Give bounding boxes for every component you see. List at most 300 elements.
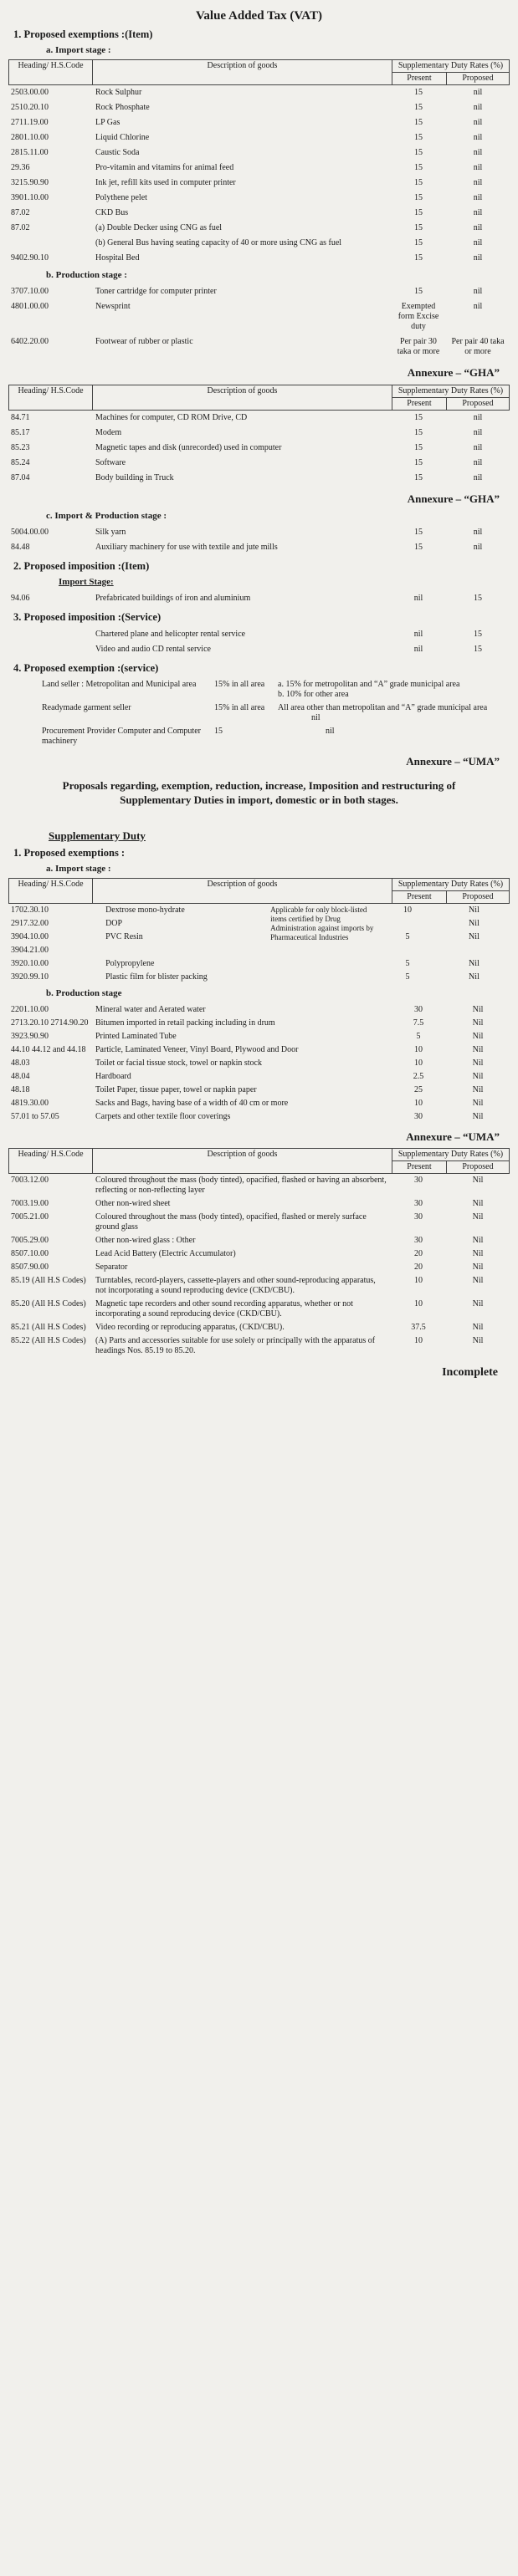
table-row xyxy=(8,957,510,971)
proposed-rate-cell: nil xyxy=(473,148,483,158)
proposed-rate-cell: 15 xyxy=(474,593,482,603)
proposed-rate-cell: Nil xyxy=(472,1199,484,1209)
proposed-rate-cell: nil xyxy=(473,527,483,537)
proposed-rate-cell: Nil xyxy=(472,1249,484,1259)
proposed-rate-cell: 15 xyxy=(474,629,482,639)
hs-code-cell: 3904.10.00 xyxy=(11,932,49,942)
procurement-nil: nil xyxy=(326,726,335,736)
present-rate-cell: 20 xyxy=(414,1262,423,1273)
hs-code-cell: 3901.10.00 xyxy=(11,193,49,203)
proposed-rate-cell: nil xyxy=(473,88,483,98)
gha-table xyxy=(8,411,510,486)
present-rate-cell: 30 xyxy=(414,1176,423,1186)
description-cell: Printed Laminated Tube xyxy=(95,1031,177,1041)
present-rate-cell: 15 xyxy=(414,178,423,188)
service-exemption-table xyxy=(8,678,510,748)
hs-code-cell xyxy=(8,236,93,251)
description-cell: Plastic film for blister packing xyxy=(105,972,208,982)
table-row xyxy=(8,221,510,236)
table-row xyxy=(8,904,510,917)
hs-code-cell: 2711.19.00 xyxy=(11,118,49,128)
table-row xyxy=(8,1003,510,1017)
present-rate-cell: 10 xyxy=(414,1276,423,1286)
proposed-rate-cell: Nil xyxy=(472,1111,484,1121)
hs-code-cell: 87.04 xyxy=(11,472,30,482)
table-row xyxy=(8,1174,510,1197)
production-stage-table xyxy=(8,284,510,360)
present-rate-cell: 30 xyxy=(414,1236,423,1246)
description-cell: (a) Double Decker using CNG as fuel xyxy=(95,223,223,233)
hs-code-cell: 2801.10.00 xyxy=(11,133,49,143)
proposed-rate-cell: Nil xyxy=(469,972,480,982)
incomplete-label: Incomplete xyxy=(442,1366,498,1380)
table-row xyxy=(8,1321,510,1334)
proposed-rate-cell: Nil xyxy=(472,1018,484,1028)
land-seller-proposed xyxy=(275,678,510,701)
present-rate-cell: 30 xyxy=(414,1004,423,1014)
table-row xyxy=(8,1017,510,1030)
hs-code-cell: 87.02 xyxy=(11,208,30,218)
present-rate-cell: 15 xyxy=(414,163,423,173)
table-row xyxy=(8,540,510,555)
proposed-rate-cell: nil xyxy=(473,427,483,437)
hs-code-cell: 57.01 to 57.05 xyxy=(11,1111,59,1121)
note-spacer-cell xyxy=(268,971,377,984)
table-row xyxy=(8,176,510,191)
present-rate-cell: 30 xyxy=(414,1199,423,1209)
hs-code-cell: 8507.10.00 xyxy=(11,1249,49,1259)
hs-code-cell: 87.02 xyxy=(11,223,30,233)
hs-code-cell: 48.18 xyxy=(11,1084,30,1094)
proposed-rate-cell: nil xyxy=(473,223,483,233)
hs-code-cell: 48.03 xyxy=(11,1058,30,1068)
description-cell: Toner cartridge for computer printer xyxy=(95,287,217,297)
proposed-rate-cell: nil xyxy=(473,118,483,128)
description-cell: Rock Sulphur xyxy=(95,88,142,98)
present-rate-cell: 15 xyxy=(414,223,423,233)
imposition-service-table xyxy=(8,627,510,657)
proposed-rate-cell: Nil xyxy=(469,959,480,969)
proposed-rate-cell: Nil xyxy=(472,1098,484,1108)
table-row xyxy=(8,411,510,426)
present-rate-cell: 15 xyxy=(414,287,423,297)
present-rate-cell: 15 xyxy=(414,427,423,437)
readymade-nil: nil xyxy=(311,712,321,722)
table-row xyxy=(8,1110,510,1124)
present-rate-cell: 10 xyxy=(414,1336,423,1346)
present-rate-cell: nil xyxy=(413,644,423,654)
present-rate-cell xyxy=(377,917,439,931)
table-row xyxy=(8,1234,510,1247)
proposed-rate-cell: nil xyxy=(473,178,483,188)
present-rate-cell: nil xyxy=(413,593,423,603)
proposed-rate-cell: Nil xyxy=(472,1084,484,1094)
procurement-label: Procurement Provider Computer and Computer machinery xyxy=(42,726,201,746)
proposed-rate-cell xyxy=(439,944,510,957)
description-cell: Newsprint xyxy=(95,302,131,312)
description-cell: DOP xyxy=(105,919,123,929)
sd-import-stage-heading: a. Import stage : xyxy=(46,864,111,875)
col-description: Description of goods xyxy=(93,60,392,85)
hs-code-cell: 84.71 xyxy=(11,412,30,422)
description-cell: Toilet or facial tissue stock, towel or napkin stock xyxy=(95,1058,262,1068)
hs-code-cell: 7003.19.00 xyxy=(11,1199,49,1209)
present-rate-cell: 20 xyxy=(414,1249,423,1259)
table-row xyxy=(8,525,510,540)
proposed-rate-cell: Nil xyxy=(472,1262,484,1273)
proposed-rate-cell: Nil xyxy=(472,1004,484,1014)
table-row xyxy=(8,1274,510,1298)
land-seller-option-b: b. 10% for other area xyxy=(278,689,349,699)
description-cell: Footwear of rubber or plastic xyxy=(95,337,193,347)
hs-code-cell: 44.10 44.12 and 44.18 xyxy=(11,1044,86,1054)
proposed-rate-cell: Nil xyxy=(469,932,480,942)
hs-code-cell: 48.04 xyxy=(11,1071,30,1081)
description-cell: Dextrose mono-hydrate xyxy=(105,905,185,916)
proposed-rate-cell: nil xyxy=(473,302,483,312)
table-row xyxy=(8,441,510,456)
table-row xyxy=(8,145,510,161)
col-description: Description of goods xyxy=(93,385,392,410)
hs-code-cell: 2917.32.00 xyxy=(11,919,49,929)
hs-code-cell: 5004.00.00 xyxy=(11,527,49,537)
present-rate-cell: 10 xyxy=(403,905,412,916)
table-row xyxy=(8,1247,510,1261)
proposed-rate-cell: Nil xyxy=(472,1323,484,1333)
description-cell: Rock Phosphate xyxy=(95,103,150,113)
proposed-rate-cell: Nil xyxy=(472,1336,484,1346)
hs-code-cell: 7003.12.00 xyxy=(11,1176,49,1186)
table-row xyxy=(8,591,510,606)
description-cell: Toilet Paper, tissue paper, towel or napkin paper xyxy=(95,1084,257,1094)
supplementary-duty-title: Supplementary Duty xyxy=(49,829,146,842)
table-row xyxy=(8,1084,510,1097)
hs-code-cell: 3215.90.90 xyxy=(11,178,49,188)
present-rate-cell: 10 xyxy=(414,1058,423,1068)
hs-code-cell: 84.48 xyxy=(11,542,30,552)
description-cell: Particle, Laminated Veneer, Vinyl Board, Plywood and Door xyxy=(95,1044,299,1054)
proposed-rate-cell: nil xyxy=(473,133,483,143)
col-proposed: Proposed xyxy=(447,1161,510,1174)
land-seller-option-a: a. 15% for metropolitan and “A” grade municipal area xyxy=(278,679,460,689)
present-rate-cell: 30 xyxy=(414,1212,423,1222)
proposed-rate-cell: Nil xyxy=(472,1058,484,1068)
gha-table-header xyxy=(8,385,510,411)
description-cell: Ink jet, refill kits used in computer printer xyxy=(95,178,236,188)
col-present: Present xyxy=(392,891,447,904)
present-rate-cell: Per pair 30 taka or more xyxy=(397,337,440,357)
table-row xyxy=(8,931,510,944)
table-row xyxy=(8,284,510,299)
section-1-heading: 1. Proposed exemptions :(Item) xyxy=(13,28,153,40)
present-rate-cell: 15 xyxy=(414,442,423,452)
col-proposed: Proposed xyxy=(447,397,510,410)
col-heading: Heading/ H.S.Code xyxy=(9,60,93,85)
hs-code-cell: 85.17 xyxy=(11,427,30,437)
description-cell: Auxiliary machinery for use with textile and jute mills xyxy=(95,542,278,552)
description-cell: CKD Bus xyxy=(95,208,129,218)
hs-code-cell: 6402.20.00 xyxy=(11,337,49,347)
table-row xyxy=(8,1030,510,1043)
table-row xyxy=(8,1261,510,1274)
present-rate-cell: 10 xyxy=(414,1044,423,1054)
uma-table xyxy=(8,1174,510,1358)
description-cell: Pro-vitamin and vitamins for animal feed xyxy=(95,163,234,173)
table-row xyxy=(8,130,510,145)
present-rate-cell: 15 xyxy=(414,472,423,482)
table-row xyxy=(8,161,510,176)
procurement-rate: 15 xyxy=(214,726,223,736)
proposed-rate-cell: nil xyxy=(473,163,483,173)
sd-import-table xyxy=(8,904,510,984)
description-cell: Software xyxy=(95,457,126,467)
note-spacer-cell xyxy=(268,957,377,971)
proposed-rate-cell: Nil xyxy=(472,1236,484,1246)
hs-code-cell: 4819.30.00 xyxy=(11,1098,49,1108)
present-rate-cell: nil xyxy=(413,629,423,639)
hs-code-cell: 2201.10.00 xyxy=(11,1004,49,1014)
description-cell: Magnetic tape recorders and other sound recording apparatus, whether or not incorporating a sound reproducing device (CKD/CBU). xyxy=(95,1299,353,1319)
hs-code-cell: 3904.21.00 xyxy=(11,946,49,956)
table-row xyxy=(8,251,510,266)
description-cell: Magnetic tapes and disk (unrecorded) used in computer xyxy=(95,442,282,452)
present-rate-cell: 15 xyxy=(414,542,423,552)
sd-table-header xyxy=(8,878,510,904)
col-heading: Heading/ H.S.Code xyxy=(9,1149,93,1174)
proposed-rate-cell: Nil xyxy=(469,919,480,929)
table-row xyxy=(8,426,510,441)
present-rate-cell: 30 xyxy=(414,1111,423,1121)
present-rate-cell: 15 xyxy=(414,148,423,158)
description-cell: Hardboard xyxy=(95,1071,131,1081)
vat-table-header xyxy=(8,59,510,85)
table-row xyxy=(8,1043,510,1057)
description-cell: Liquid Chlorine xyxy=(95,133,150,143)
proposed-rate-cell: Nil xyxy=(472,1031,484,1041)
hs-code-cell: 9402.90.10 xyxy=(11,253,49,263)
table-row xyxy=(8,642,510,657)
proposed-rate-cell: Nil xyxy=(472,1276,484,1286)
present-rate-cell: 2.5 xyxy=(413,1071,424,1081)
import-production-heading: c. Import & Production stage : xyxy=(46,510,167,521)
present-rate-cell: 15 xyxy=(414,88,423,98)
present-rate-cell: 15 xyxy=(414,412,423,422)
description-cell: Hospital Bed xyxy=(95,253,140,263)
hs-code-cell: 2815.11.00 xyxy=(11,148,49,158)
hs-code-cell: 7005.21.00 xyxy=(11,1212,49,1222)
readymade-area: All area other than metropolitan and “A” grade municipal area xyxy=(278,702,488,712)
table-row xyxy=(8,1197,510,1211)
hs-code-cell: 3920.99.10 xyxy=(11,972,49,982)
col-supplementary: Supplementary Duty Rates (%) xyxy=(392,879,510,891)
description-cell: Separator xyxy=(95,1262,128,1273)
description-cell: Video and audio CD rental service xyxy=(95,644,211,654)
hs-code-cell: 3923.90.90 xyxy=(11,1031,49,1041)
hs-code-cell: 3920.10.00 xyxy=(11,959,49,969)
annexure-gha-label-2: Annexure – “GHA” xyxy=(407,492,500,505)
col-supplementary: Supplementary Duty Rates (%) xyxy=(392,60,510,73)
table-row xyxy=(8,299,510,334)
present-rate-cell: 15 xyxy=(414,193,423,203)
section-2-heading: 2. Proposed imposition :(Item) xyxy=(13,559,150,572)
table-row xyxy=(8,206,510,221)
description-cell: Bitumen imported in retail packing including in drum xyxy=(95,1018,275,1028)
hs-code-cell: 7005.29.00 xyxy=(11,1236,49,1246)
proposed-rate-cell: nil xyxy=(473,412,483,422)
col-present: Present xyxy=(392,1161,447,1174)
note-spacer-cell xyxy=(268,944,377,957)
description-cell: Polypropylene xyxy=(105,959,155,969)
sd-production-table xyxy=(8,1003,510,1124)
hs-code-cell: 1702.30.10 xyxy=(11,905,49,916)
present-rate-cell: 15 xyxy=(414,253,423,263)
proposed-rate-cell: nil xyxy=(473,442,483,452)
readymade-label: Readymade garment seller xyxy=(42,702,131,712)
proposed-rate-cell: Per pair 40 taka or more xyxy=(451,337,505,357)
description-cell: Machines for computer, CD ROM Drive, CD xyxy=(95,412,248,422)
present-rate-cell: 7.5 xyxy=(413,1018,424,1028)
present-rate-cell: 10 xyxy=(414,1299,423,1309)
table-row xyxy=(8,944,510,957)
description-cell: Body building in Truck xyxy=(95,472,174,482)
col-supplementary: Supplementary Duty Rates (%) xyxy=(392,385,510,397)
proposed-rate-cell: nil xyxy=(473,103,483,113)
hs-code-cell: 85.21 (All H.S Codes) xyxy=(11,1323,86,1333)
table-row xyxy=(8,1097,510,1110)
table-row xyxy=(8,191,510,206)
imposition-item-table xyxy=(8,591,510,606)
document-page xyxy=(8,0,510,1380)
hs-code-cell: 29.36 xyxy=(11,163,30,173)
present-rate-cell xyxy=(377,944,439,957)
proposed-rate-cell: nil xyxy=(473,472,483,482)
description-cell: Chartered plane and helicopter rental service xyxy=(95,629,246,639)
proposed-rate-cell: 15 xyxy=(474,644,482,654)
description-cell: PVC Resin xyxy=(105,932,143,942)
proposed-rate-cell: Nil xyxy=(469,905,480,916)
table-row xyxy=(8,971,510,984)
present-rate-cell: 15 xyxy=(414,527,423,537)
proposed-rate-cell: Nil xyxy=(472,1044,484,1054)
description-cell: Turntables, record-players, cassette-players and other sound-reproducing apparatus, not incorporating a sound reproducing device (CKD/CBU). xyxy=(95,1276,376,1296)
description-cell: Other non-wired sheet xyxy=(95,1199,171,1209)
col-description: Description of goods xyxy=(93,1149,392,1174)
description-cell: Polythene pelet xyxy=(95,193,147,203)
col-proposed: Proposed xyxy=(447,891,510,904)
present-rate-cell: 15 xyxy=(414,208,423,218)
hs-code-cell: 85.19 (All H.S Codes) xyxy=(11,1276,86,1286)
description-cell: Coloured throughout the mass (body tinted), opacified, flashed or merely surface ground glass xyxy=(95,1212,367,1232)
annexure-gha-label: Annexure – “GHA” xyxy=(407,366,500,380)
table-row xyxy=(8,1070,510,1084)
table-row xyxy=(8,85,510,100)
present-rate-cell: 15 xyxy=(414,238,423,248)
hs-code-cell: 3707.10.00 xyxy=(11,287,49,297)
col-heading: Heading/ H.S.Code xyxy=(9,385,93,410)
proposed-rate-cell: Nil xyxy=(472,1299,484,1309)
proposals-intro: Proposals regarding, exemption, reduction, increase, Imposition and restructuring of Supplementary Duties in import, domestic or in both stages. xyxy=(62,778,456,807)
description-cell: Modem xyxy=(95,427,122,437)
table-row xyxy=(8,115,510,130)
present-rate-cell: 25 xyxy=(414,1084,423,1094)
table-row xyxy=(8,100,510,115)
table-row xyxy=(8,471,510,486)
table-row xyxy=(8,917,510,931)
hs-code-cell: 2510.20.10 xyxy=(11,103,49,113)
table-row xyxy=(8,334,510,360)
hs-code-cell: 94.06 xyxy=(11,593,30,603)
import-stage-heading: a. Import stage : xyxy=(46,45,111,55)
table-row xyxy=(8,236,510,251)
hs-code-cell: 85.24 xyxy=(11,457,30,467)
hs-code-cell: 85.20 (All H.S Codes) xyxy=(11,1299,86,1309)
proposed-rate-cell: Nil xyxy=(472,1176,484,1186)
description-cell: (A) Parts and accessories suitable for use solely or principally with the apparatus of headings Nos. 85.19 to 85.20. xyxy=(95,1336,376,1356)
col-present: Present xyxy=(392,397,447,410)
sd-section-1-heading: 1. Proposed exemptions : xyxy=(13,847,126,860)
present-rate-cell: Exempted form Excise duty xyxy=(397,302,439,332)
description-cell xyxy=(103,944,268,957)
description-cell: (b) General Bus having seating capacity of 40 or more using CNG as fuel xyxy=(95,238,342,248)
description-cell: Mineral water and Aerated water xyxy=(95,1004,206,1014)
proposed-rate-cell: Nil xyxy=(472,1071,484,1081)
land-seller-label: Land seller : Metropolitan and Municipal area xyxy=(42,679,197,689)
description-cell: Prefabricated buildings of iron and aluminium xyxy=(95,593,251,603)
table-row xyxy=(8,1211,510,1234)
col-proposed: Proposed xyxy=(447,73,510,85)
present-rate-cell: 5 xyxy=(405,972,410,982)
readymade-proposed xyxy=(275,701,510,725)
annexure-uma-label-2: Annexure – “UMA” xyxy=(406,1130,500,1143)
description-cell: Caustic Soda xyxy=(95,148,140,158)
description-cell: Sacks and Bags, having base of a width of 40 cm or more xyxy=(95,1098,289,1108)
table-row xyxy=(8,1298,510,1321)
table-row xyxy=(8,456,510,471)
proposed-rate-cell: nil xyxy=(473,193,483,203)
hs-code-cell: 4801.00.00 xyxy=(11,302,49,312)
production-stage-heading: b. Production stage : xyxy=(46,270,127,281)
table-row xyxy=(8,1057,510,1070)
present-rate-cell: 10 xyxy=(414,1098,423,1108)
present-rate-cell: 37.5 xyxy=(411,1323,426,1333)
hs-code-cell xyxy=(8,642,93,657)
hs-code-cell: 85.22 (All H.S Codes) xyxy=(11,1336,86,1346)
present-rate-cell: 5 xyxy=(405,932,410,942)
description-cell: Carpets and other textile floor coverings xyxy=(95,1111,231,1121)
import-stage-table xyxy=(8,85,510,266)
proposed-rate-cell: nil xyxy=(473,253,483,263)
section-4-heading: 4. Proposed exemption :(service) xyxy=(13,661,159,674)
proposed-rate-cell: nil xyxy=(473,238,483,248)
table-row xyxy=(8,1334,510,1358)
col-present: Present xyxy=(392,73,447,85)
page-title: Value Added Tax (VAT) xyxy=(195,9,323,23)
applicability-note: Applicable for only block-listed items certified by Drug Administration against imports by Pharmaceutical Industries xyxy=(270,905,374,941)
annexure-uma-label: Annexure – “UMA” xyxy=(406,754,500,768)
import-production-table xyxy=(8,525,510,555)
hs-code-cell: 2503.00.00 xyxy=(11,88,49,98)
col-heading: Heading/ H.S.Code xyxy=(9,879,93,904)
present-rate-cell: 15 xyxy=(414,457,423,467)
proposed-rate-cell: nil xyxy=(473,208,483,218)
proposed-rate-cell: nil xyxy=(473,287,483,297)
description-cell: Other non-wired glass : Other xyxy=(95,1236,196,1246)
uma-table-header xyxy=(8,1148,510,1174)
section-3-heading: 3. Proposed imposition :(Service) xyxy=(13,610,162,623)
sd-production-heading: b. Production stage xyxy=(46,988,122,999)
import-stage-subheading: Import Stage: xyxy=(59,576,114,587)
description-cell: LP Gas xyxy=(95,118,121,128)
